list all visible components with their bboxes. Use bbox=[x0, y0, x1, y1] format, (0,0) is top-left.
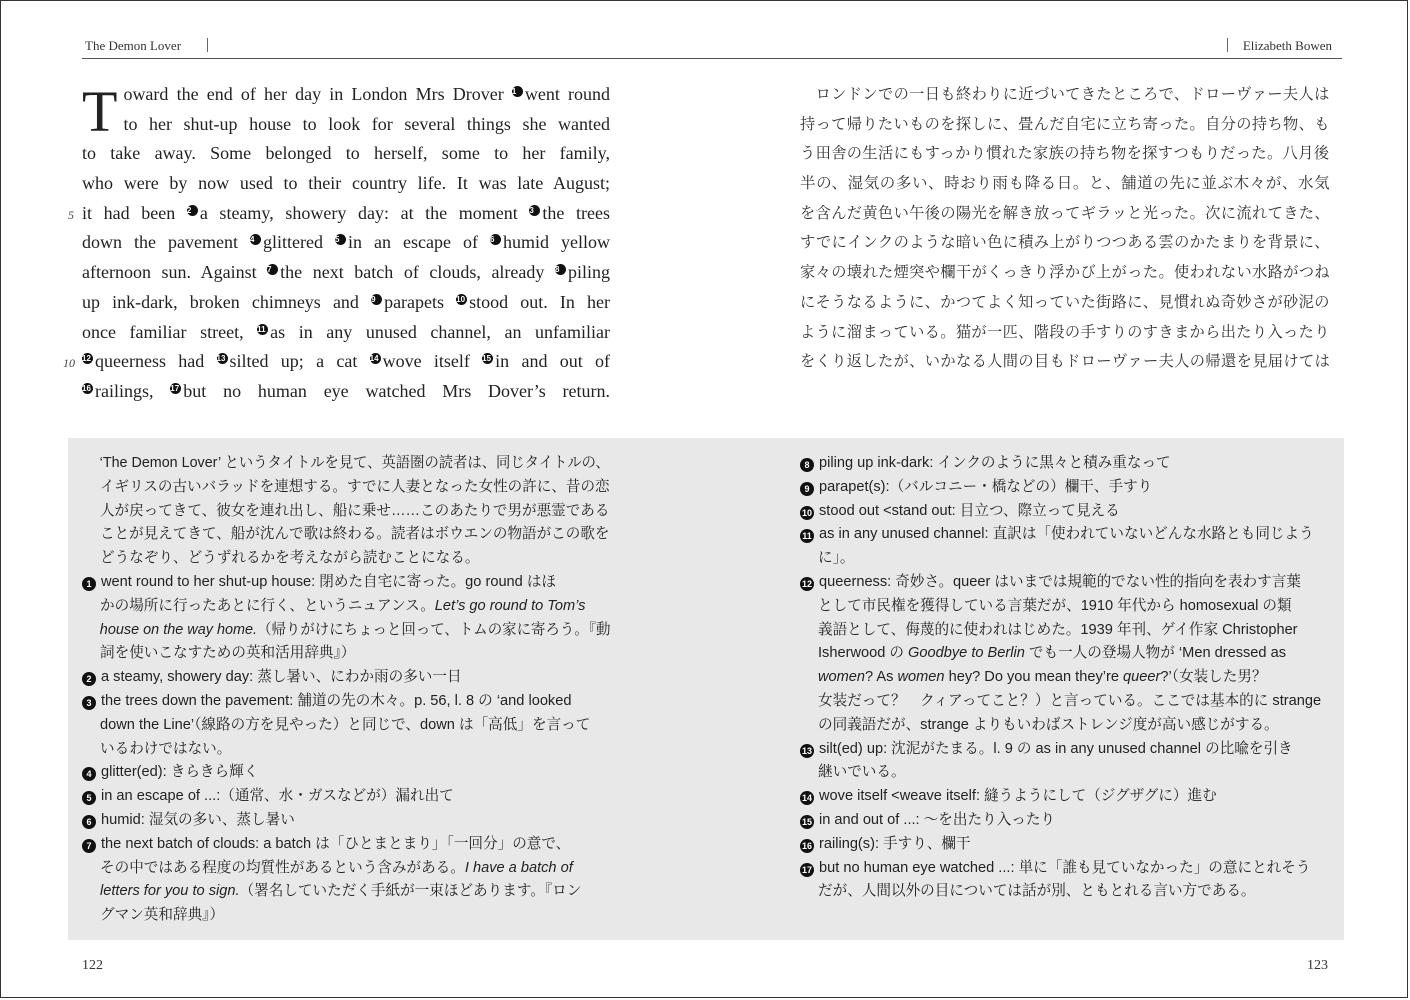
text-run: the next batch of clouds, already bbox=[280, 262, 555, 283]
note-line bbox=[800, 619, 1330, 643]
running-head-author: Elizabeth Bowen bbox=[1242, 38, 1332, 53]
note-marker-12: 12 bbox=[801, 578, 812, 589]
page-number-left: 122 bbox=[82, 958, 103, 973]
text-run: ことが見えてきて、船が沈んで歌は終わる。読者はボウエンの物語がこの歌を bbox=[99, 526, 610, 543]
text-run: railings, bbox=[95, 380, 171, 401]
note-line bbox=[82, 547, 610, 571]
text-run: to take away. Some belonged to herself, some to her family, bbox=[82, 143, 610, 164]
note-line bbox=[800, 547, 1330, 571]
text-run: ? As bbox=[865, 669, 898, 686]
text-run: afternoon sun. Against bbox=[82, 262, 268, 283]
text-run: to her shut-up house to look for several things she wanted bbox=[123, 113, 610, 134]
text-run: queerness had bbox=[95, 351, 217, 372]
text-run: railing(s): 手すり、欄干 bbox=[819, 835, 971, 852]
text-run: その中ではある程度の均質性があるという含みがある。 bbox=[100, 859, 465, 876]
text-run: に」。 bbox=[818, 550, 855, 567]
text-run: hey? Do you mean they’re bbox=[944, 669, 1124, 686]
text-run: stood out <stand out: 目立つ、際立って見える bbox=[819, 502, 1120, 519]
note-line bbox=[82, 642, 610, 666]
note-marker-3: 3 bbox=[529, 205, 540, 216]
text-run: glitter(ed): きらきら輝く bbox=[101, 764, 259, 781]
note-marker-14: 14 bbox=[370, 353, 381, 364]
italic-text: women bbox=[897, 669, 945, 686]
note-marker-11: 11 bbox=[800, 529, 814, 543]
note-marker-13: 13 bbox=[801, 745, 812, 756]
text-run: wove itself bbox=[382, 351, 483, 372]
text-run: silt(ed) up: 沈泥がたまる。l. 9 の as in any unused channel の比喩を引き bbox=[819, 740, 1293, 757]
text-run: 詞を使いこなすための英和活用辞典』） bbox=[100, 645, 356, 662]
japanese-line: ロンドンでの一日も終わりに近づいてきたところで、ドローヴァー夫人は bbox=[800, 86, 1330, 103]
japanese-line: にそうなるように、かつてよく知っていた街路に、見慣れぬ奇妙さが砂泥の bbox=[800, 293, 1330, 311]
text-run: a steamy, showery day: at the moment bbox=[199, 202, 530, 223]
text-run: who were by now used to their country life. It was late August; bbox=[82, 173, 610, 194]
note-line bbox=[800, 785, 1330, 809]
note-line bbox=[82, 666, 610, 690]
english-line bbox=[82, 169, 610, 199]
note-marker-9: 9 bbox=[800, 482, 814, 496]
text-run: down the Line’（線路の方を見やった）と同じで、down は「高低」を言って bbox=[100, 716, 591, 733]
english-line bbox=[82, 318, 610, 348]
italic-text: queer bbox=[1123, 669, 1161, 686]
japanese-line: う田舎の生活にもすっかり慣れた家族の持ち物を探すつもりだった。八月後 bbox=[800, 145, 1330, 163]
text-run: グマン英和辞典』） bbox=[100, 907, 225, 924]
text-run: as in any unused channel: 直訳は「使われていないどんな水路とも同じよう bbox=[819, 526, 1314, 543]
note-marker-2: 2 bbox=[187, 205, 198, 216]
note-marker-2: 2 bbox=[82, 672, 96, 686]
note-line bbox=[82, 476, 609, 500]
text-run: as in any unused channel, an unfamiliar bbox=[270, 321, 610, 342]
text-run: Isherwood の bbox=[818, 645, 909, 662]
note-marker-10: 10 bbox=[456, 294, 467, 305]
note-line bbox=[800, 642, 1330, 666]
line-number-10: 10 bbox=[63, 356, 75, 370]
note-marker-4: 4 bbox=[82, 767, 96, 781]
text-run: どうなぞり、どうずれるかを考えながら読むことになる。 bbox=[100, 550, 480, 567]
text-run: but no human eye watched Mrs Dover’s return. bbox=[183, 380, 610, 401]
note-marker-6: 6 bbox=[490, 234, 501, 245]
text-run: の同義語だが、strange よりもいわばストレンジ度が高い感じがする。 bbox=[818, 716, 1279, 733]
japanese-line: 家々の壊れた煙突や欄干がくっきり浮かび上がった。使われない水路がつね bbox=[800, 264, 1331, 282]
english-line bbox=[82, 110, 610, 140]
drop-cap: T bbox=[82, 79, 118, 144]
page-number-right: 123 bbox=[1307, 958, 1328, 973]
text-run: queerness: 奇妙さ。queer はいまでは規範的でない性的指向を表わす言葉 bbox=[819, 573, 1301, 590]
text-run: かの場所に行ったあとに行く、というニュアンス。 bbox=[100, 597, 435, 614]
text-run: 人が戻ってきて、彼女を連れ出し、船に乗せ……このあたりで男が悪霊である bbox=[99, 502, 610, 519]
note-line bbox=[800, 857, 1330, 881]
text-run: silted up; a cat bbox=[229, 351, 370, 372]
note-line bbox=[82, 500, 609, 524]
japanese-line: ように溜まっている。猫が一匹、階段の手すりのすきまから出たり入ったり bbox=[800, 323, 1330, 341]
note-marker-1: 1 bbox=[82, 577, 96, 591]
note-line bbox=[82, 452, 610, 476]
note-marker-5: 5 bbox=[82, 791, 96, 805]
text-run: 継いでいる。 bbox=[818, 764, 906, 781]
text-run: wove itself <weave itself: 縫うようにして（ジグザグに）進む bbox=[819, 788, 1217, 805]
note-marker-17: 17 bbox=[170, 383, 181, 394]
note-line bbox=[800, 500, 1330, 524]
note-line bbox=[82, 619, 611, 643]
english-line bbox=[82, 258, 610, 288]
note-marker-16: 16 bbox=[801, 840, 812, 851]
note-line bbox=[82, 690, 610, 714]
header-rule bbox=[82, 58, 1342, 59]
english-line bbox=[82, 347, 610, 377]
japanese-line: 半の、湿気の多い、時おり雨も降る日。と、舗道の先に並ぶ木々が、水気 bbox=[800, 175, 1330, 193]
note-line bbox=[82, 714, 610, 738]
japanese-line: すでにインクのような暗い色に積み上がりつつある雲のかたまりを背景に、 bbox=[800, 234, 1330, 252]
text-run: glittered bbox=[263, 232, 335, 253]
japanese-line: をくり返したが、いかなる人間の目もドローヴァー夫人の帰還を見届けては bbox=[800, 353, 1331, 371]
note-line bbox=[82, 523, 609, 547]
text-run: parapet(s):（バルコニー・橋などの）欄干、手すり bbox=[819, 478, 1153, 495]
note-line bbox=[800, 690, 1330, 714]
english-line bbox=[82, 139, 610, 169]
text-run: イギリスの古いバラッドを連想する。すでに人妻となった女性の許に、昔の恋 bbox=[99, 478, 610, 495]
header-divider-right bbox=[1227, 38, 1228, 52]
note-marker-1: 1 bbox=[512, 86, 523, 97]
note-line bbox=[82, 904, 610, 928]
notes-column-right bbox=[800, 452, 1330, 904]
note-marker-8: 8 bbox=[800, 458, 814, 472]
note-marker-14: 14 bbox=[801, 793, 812, 804]
running-head-title: The Demon Lover bbox=[85, 38, 182, 53]
note-marker-8: 8 bbox=[555, 264, 566, 275]
text-run: once familiar street, bbox=[82, 321, 258, 342]
italic-text: women bbox=[818, 669, 866, 686]
text-run: humid: 湿気の多い、蒸し暑い bbox=[101, 811, 295, 828]
note-line bbox=[82, 571, 610, 595]
note-marker-11: 11 bbox=[257, 324, 268, 335]
note-marker-10: 10 bbox=[801, 507, 812, 518]
note-marker-3: 3 bbox=[82, 696, 96, 710]
note-marker-17: 17 bbox=[801, 864, 812, 875]
note-line bbox=[82, 761, 610, 785]
note-line bbox=[800, 595, 1330, 619]
text-run: up ink-dark, broken chimneys and bbox=[82, 291, 372, 312]
note-line bbox=[800, 880, 1330, 904]
text-run: oward the end of her day in London Mrs Drover bbox=[123, 84, 512, 104]
italic-text: Let’s go round to Tom’s bbox=[434, 597, 586, 614]
note-marker-7: 7 bbox=[267, 264, 278, 275]
note-marker-13: 13 bbox=[217, 353, 228, 364]
text-run: parapets bbox=[384, 291, 457, 312]
note-marker-15: 15 bbox=[801, 816, 812, 827]
note-line bbox=[800, 571, 1330, 595]
text-run: the trees down the pavement: 舗道の先の木々。p. 56, l. 8 の ‘and looked bbox=[101, 692, 572, 709]
text-run: but no human eye watched ...: 単に「誰も見ていなかった」の意にとれそう bbox=[819, 859, 1311, 876]
english-line bbox=[82, 80, 610, 110]
english-passage bbox=[82, 80, 610, 407]
text-run: 女装だって？ クィアってこと？）と言っている。ここでは基本的に strange bbox=[818, 692, 1322, 709]
note-line bbox=[82, 809, 610, 833]
text-run: it had been bbox=[82, 202, 187, 223]
note-line bbox=[800, 809, 1330, 833]
text-run: ‘The Demon Lover’ というタイトルを見て、英語圏の読者は、同じタイトルの、 bbox=[99, 455, 610, 471]
text-run: went round to her shut-up house: 閉めた自宅に寄った。go round はほ bbox=[101, 573, 557, 590]
english-line bbox=[82, 228, 610, 258]
text-run: in and out of ...: 〜を出たり入ったり bbox=[819, 811, 1056, 828]
text-run: the trees bbox=[542, 202, 610, 223]
note-line bbox=[82, 833, 610, 857]
italic-text: Goodbye to Berlin bbox=[908, 645, 1025, 662]
note-line bbox=[800, 476, 1330, 500]
text-run: the next batch of clouds: a batch は「ひとまとまり」「一回分」の意で、 bbox=[101, 835, 571, 852]
text-run: down the pavement bbox=[82, 232, 250, 253]
note-line bbox=[800, 738, 1330, 762]
japanese-line: 持って帰りたいものを探しに、畳んだ自宅に立ち寄った。自分の持ち物、も bbox=[800, 115, 1330, 133]
italic-text: letters for you to sign. bbox=[100, 883, 240, 900]
note-marker-6: 6 bbox=[82, 815, 96, 829]
note-marker-4: 4 bbox=[250, 234, 261, 245]
text-run: piling up ink-dark: インクのように黒々と積み重なって bbox=[819, 455, 1171, 471]
english-line bbox=[82, 377, 610, 407]
note-line bbox=[82, 857, 610, 881]
text-run: 義語として、侮蔑的に使われはじめた。1939 年刊、ゲイ作家 Christopher bbox=[818, 621, 1298, 638]
note-marker-16: 16 bbox=[82, 383, 93, 394]
note-marker-9: 9 bbox=[371, 294, 382, 305]
note-marker-7: 7 bbox=[82, 839, 96, 853]
italic-text: house on the way home. bbox=[99, 621, 258, 638]
note-line bbox=[800, 714, 1330, 738]
english-line bbox=[82, 288, 610, 318]
japanese-translation bbox=[800, 80, 1330, 377]
text-run: stood out. In her bbox=[469, 291, 611, 312]
text-run: ?’（女装した男？ bbox=[1160, 669, 1267, 686]
text-run: in an escape of ...:（通常、水・ガスなどが）漏れ出て bbox=[101, 788, 454, 805]
note-line bbox=[800, 666, 1330, 690]
text-run: humid yellow bbox=[503, 232, 611, 253]
text-run: went round bbox=[524, 84, 611, 104]
notes-panel bbox=[68, 438, 1344, 940]
text-run: だが、人間以外の目については話が別、ともとれる言い方である。 bbox=[818, 883, 1256, 900]
japanese-line: を含んだ黄色い午後の陽光を解き放ってギラッと光った。次に流れてきた、 bbox=[800, 204, 1331, 222]
note-line bbox=[82, 738, 610, 762]
note-line bbox=[800, 523, 1330, 547]
header-divider-left bbox=[207, 38, 208, 52]
note-marker-12: 12 bbox=[82, 353, 93, 364]
text-run: in an escape of bbox=[348, 232, 490, 253]
text-run: （帰りがけにちょっと回って、トムの家に寄ろう。『動 bbox=[257, 621, 611, 638]
text-run: いるわけではない。 bbox=[100, 740, 232, 757]
italic-text: I have a batch of bbox=[464, 859, 573, 876]
note-line bbox=[82, 785, 610, 809]
note-line bbox=[800, 452, 1330, 476]
note-line bbox=[800, 761, 1330, 785]
text-run: in and out of bbox=[495, 351, 610, 372]
note-line bbox=[82, 595, 610, 619]
line-number-5: 5 bbox=[68, 208, 74, 222]
note-line bbox=[800, 833, 1330, 857]
notes-column-left bbox=[82, 452, 610, 928]
note-marker-15: 15 bbox=[482, 353, 493, 364]
note-line bbox=[82, 880, 610, 904]
text-run: piling bbox=[567, 262, 610, 283]
note-marker-5: 5 bbox=[335, 234, 346, 245]
english-line bbox=[82, 199, 610, 229]
text-run: として市民権を獲得している言葉だが、1910 年代から homosexual の類 bbox=[818, 597, 1292, 614]
text-run: （署名していただく手紙が一束ほどあります。『ロン bbox=[239, 883, 582, 900]
text-run: a steamy, showery day: 蒸し暑い、にわか雨の多い一日 bbox=[101, 669, 462, 686]
text-run: でも一人の登場人物が ‘Men dressed as bbox=[1024, 645, 1286, 662]
